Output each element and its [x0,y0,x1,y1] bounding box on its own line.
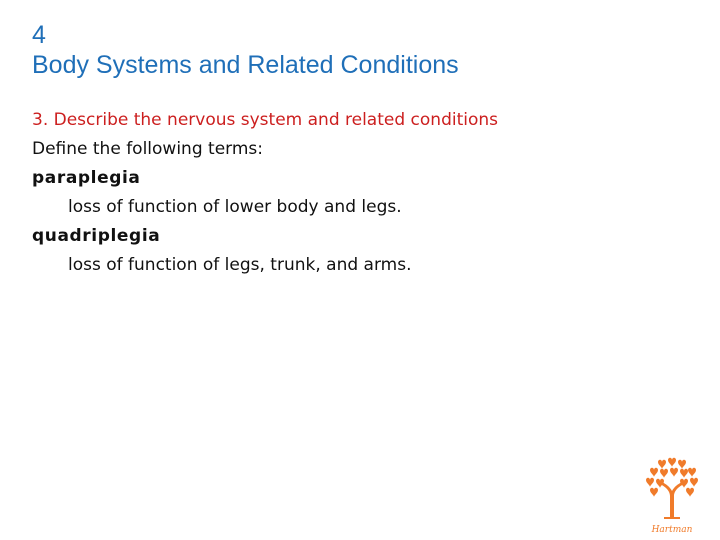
definition-paraplegia: loss of function of lower body and legs. [68,197,402,217]
term-paraplegia: paraplegia [32,168,141,188]
logo-text: Hartman [651,525,693,535]
intro-text: Define the following terms: [32,139,263,159]
chapter-header [32,20,459,80]
hartman-logo [640,456,704,536]
chapter-number: 4 [32,21,46,49]
definition-quadriplegia: loss of function of legs, trunk, and arms. [68,255,412,275]
chapter-title: Body Systems and Related Conditions [32,51,459,79]
term-quadriplegia: quadriplegia [32,226,161,246]
heart-tree-icon [646,458,698,519]
slide-content [32,106,692,280]
learning-objective: 3. Describe the nervous system and related conditions [32,110,499,130]
